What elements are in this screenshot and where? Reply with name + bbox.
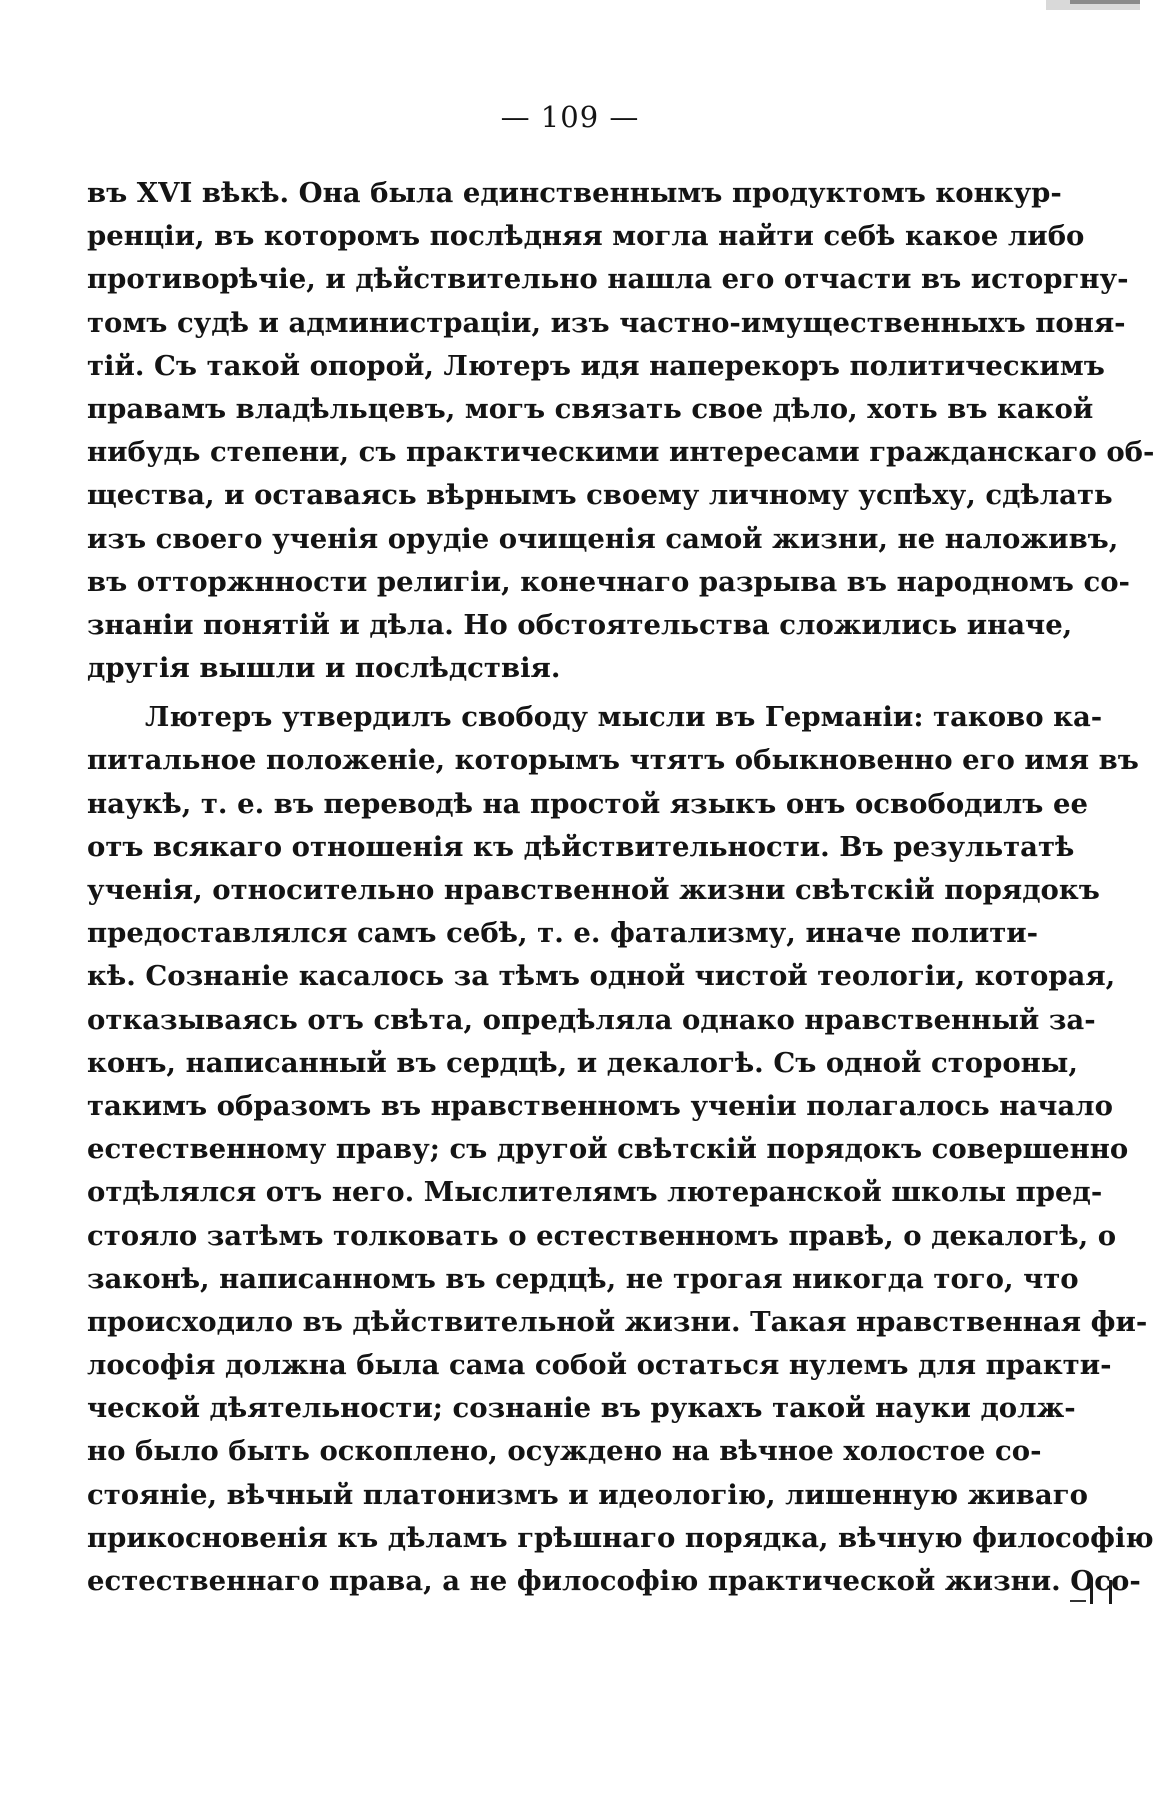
text-line: отъ всякаго отношенія къ дѣйствительности. Въ результатѣ — [87, 830, 1075, 863]
text-line: такимъ образомъ въ нравственномъ ученіи полагалось начало — [87, 1089, 1113, 1122]
text-line: предоставлялся самъ себѣ, т. е. фатализму, иначе полити- — [87, 917, 1039, 950]
text-line: ренціи, въ которомъ послѣдняя могла найти себѣ какое либо — [87, 220, 1085, 253]
text-line: въ XVI вѣкѣ. Она была единственнымъ продуктомъ конкур- — [87, 177, 1062, 209]
text-line: ученія, относительно нравственной жизни свѣтскій порядокъ — [87, 874, 1100, 906]
paragraph — [87, 696, 1154, 1603]
paragraph — [87, 172, 1154, 690]
text-line: стояло затѣмъ толковать о естественномъ правѣ, о декалогѣ, о — [87, 1219, 1117, 1252]
text-line: противорѣчіе, и дѣйствительно нашла его отчасти въ исторгну- — [87, 263, 1129, 296]
text-line: законѣ, написанномъ въ сердцѣ, не трогая никогда того, что — [87, 1262, 1079, 1295]
text-line: правамъ владѣльцевъ, могъ связать свое дѣло, хоть въ какой — [87, 392, 1094, 425]
text-line: отказываясь отъ свѣта, опредѣляла однако нравственный за- — [87, 1003, 1096, 1036]
text-line: питальное положеніе, которымъ чтятъ обыкновенно его имя въ — [87, 744, 1139, 777]
text-line: но было быть оскоплено, осуждено на вѣчное холостое со- — [87, 1435, 1042, 1468]
body-text — [87, 172, 1154, 1603]
text-line: изъ своего ученія орудіе очищенія самой жизни, не наложивъ, — [87, 522, 1119, 555]
text-line: происходило въ дѣйствительной жизни. Такая нравственная фи- — [87, 1305, 1148, 1338]
text-line: наукѣ, т. е. въ переводѣ на простой языкъ онъ освободилъ ее — [87, 787, 1088, 820]
text-line: другія вышли и послѣдствія. — [87, 652, 561, 685]
text-line: лософія должна была сама собой остаться нулемъ для практи- — [87, 1349, 1112, 1382]
text-line: ческой дѣятельности; сознаніе въ рукахъ такой науки долж- — [87, 1392, 1076, 1425]
binding-dash — [1070, 1600, 1086, 1602]
text-line: въ отторжнности религіи, конечнаго разрыва въ народномъ со- — [87, 565, 1130, 598]
text-line: кѣ. Сознаніе касалось за тѣмъ одной чистой теологіи, которая, — [87, 960, 1116, 993]
binding-mark — [1090, 1580, 1112, 1604]
text-line: Лютеръ утвердилъ свободу мысли въ Германіи: таково ка- — [145, 701, 1103, 734]
text-line: стояніе, вѣчный платонизмъ и идеологію, лишенную живаго — [87, 1478, 1088, 1511]
text-line: конъ, написанный въ сердцѣ, и декалогѣ. Съ одной стороны, — [87, 1046, 1078, 1079]
text-line: щества, и оставаясь вѣрнымъ своему личному успѣху, сдѣлать — [87, 479, 1113, 512]
text-line: отдѣлялся отъ него. Мыслителямъ лютеранской школы пред- — [87, 1176, 1103, 1209]
text-line: знаніи понятій и дѣла. Но обстоятельства сложились иначе, — [87, 608, 1073, 641]
text-line: тій. Съ такой опорой, Лютеръ идя наперекоръ политическимъ — [87, 349, 1105, 382]
text-line: естественнаго права, а не философію практической жизни. Осо- — [87, 1565, 1141, 1597]
text-line: естественному праву; съ другой свѣтскій порядокъ совершенно — [87, 1133, 1129, 1166]
text-line: прикосновенія къ дѣламъ грѣшнаго порядка, вѣчную философію — [87, 1521, 1154, 1554]
text-line: томъ судѣ и администраціи, изъ частно-имущественныхъ поня- — [87, 306, 1126, 339]
scan-edge-mark — [1070, 0, 1140, 4]
page-number: — 109 — — [500, 100, 640, 134]
text-line: нибудь степени, съ практическими интересами гражданскаго об- — [87, 436, 1154, 469]
